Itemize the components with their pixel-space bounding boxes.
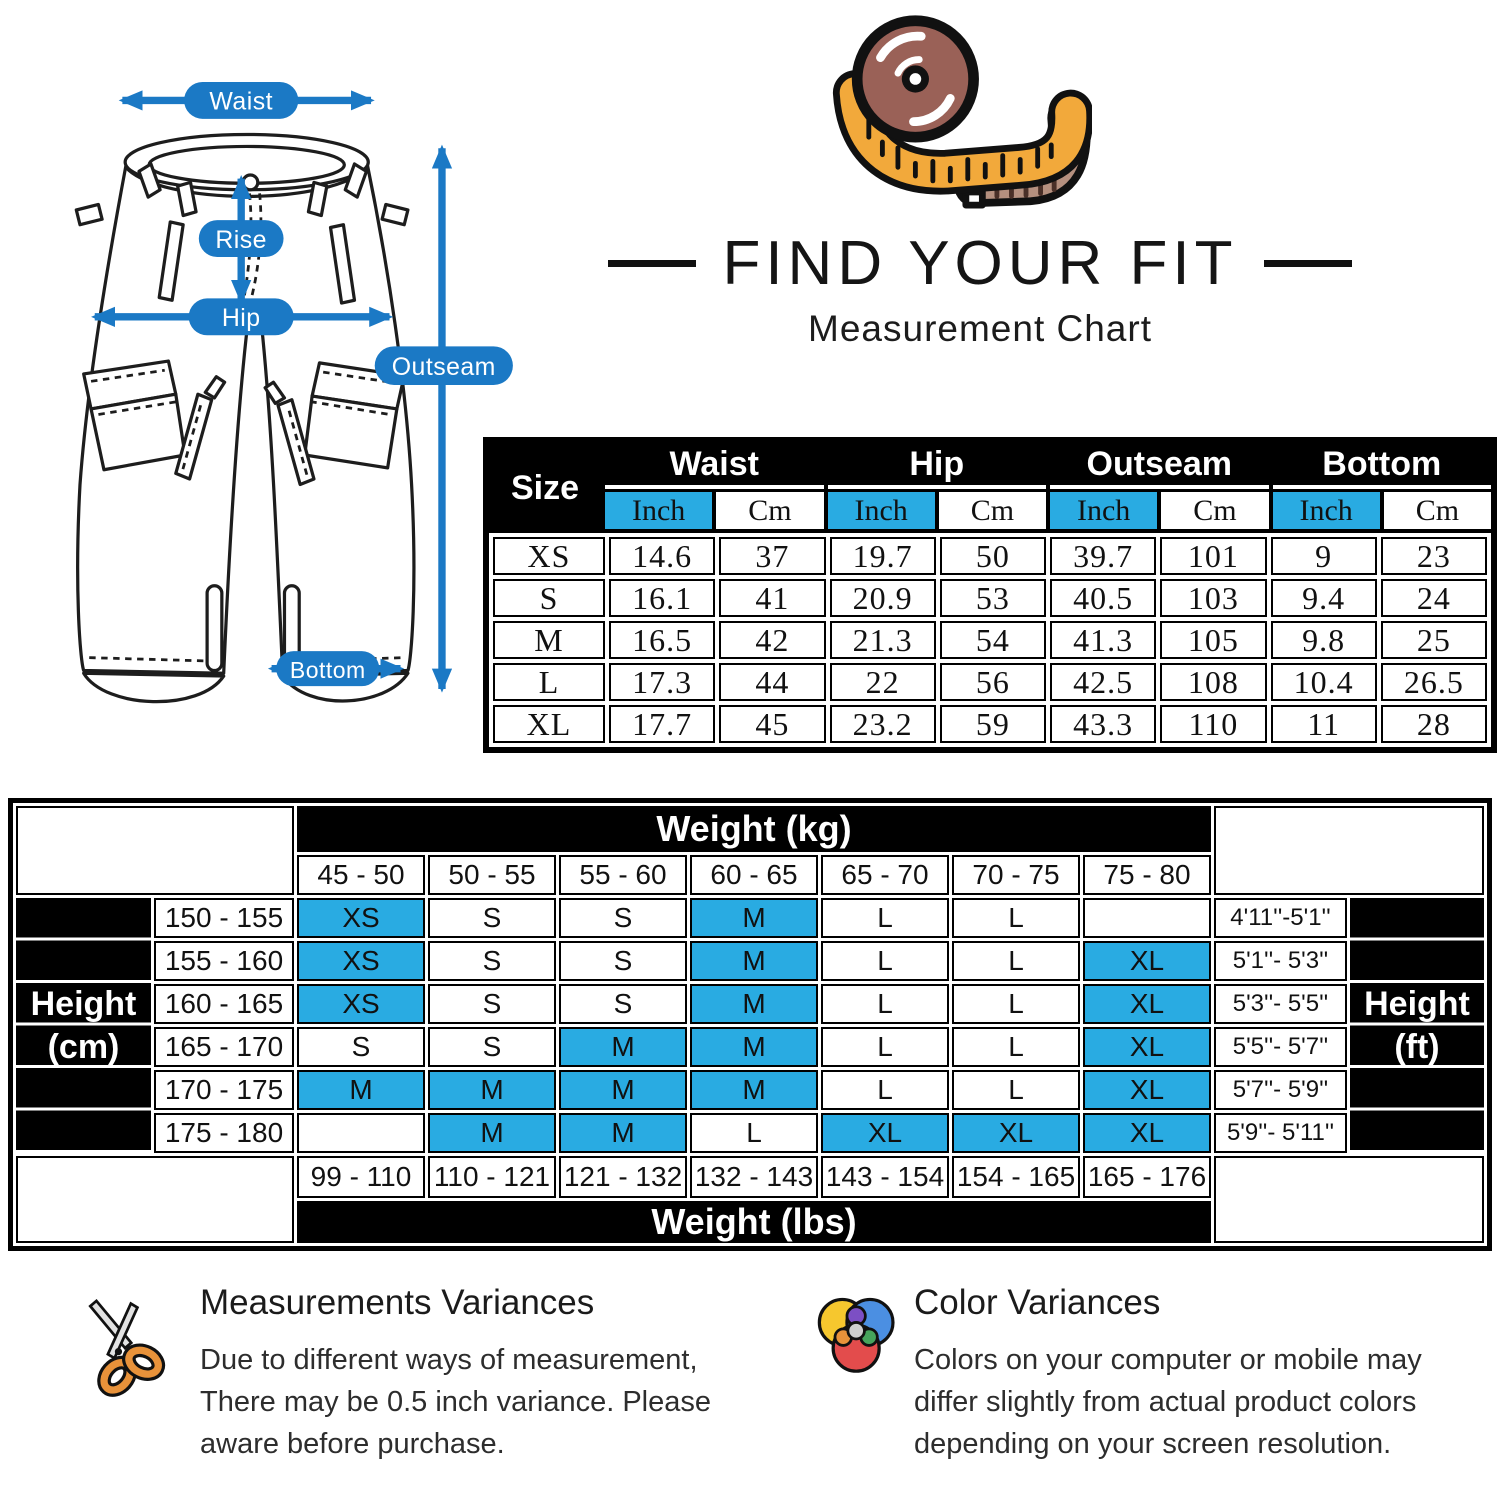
table-cell: 28 [1381, 705, 1487, 743]
weight-kg-range: 55 - 60 [559, 855, 687, 895]
table-cell: 23.2 [830, 705, 936, 743]
weight-lbs-header: Weight (lbs) [297, 1201, 1211, 1243]
height-cm-sidebar [16, 898, 151, 1153]
table-cell: 26.5 [1381, 663, 1487, 701]
group-header-outseam: Outseam [1050, 443, 1269, 489]
table-cell: 37 [719, 537, 825, 575]
weight-kg-range: 75 - 80 [1083, 855, 1211, 895]
table-cell: 40.5 [1050, 579, 1156, 617]
fit-cell: L [690, 1113, 818, 1153]
measurements-variances-note [70, 1283, 730, 1465]
size-row-label: XS [493, 537, 605, 575]
table-cell: 9.8 [1271, 621, 1377, 659]
rise-label: Rise [215, 225, 267, 254]
size-row-label: XL [493, 705, 605, 743]
weight-kg-range: 60 - 65 [690, 855, 818, 895]
fit-cell: XL [1083, 984, 1211, 1024]
size-measurement-table [483, 437, 1497, 753]
fit-cell: S [559, 941, 687, 981]
height-ft-range: 4'11''-5'1'' [1214, 898, 1347, 938]
height-cm-range: 165 - 170 [154, 1027, 294, 1067]
fit-cell: L [821, 941, 949, 981]
fit-cell: M [559, 1113, 687, 1153]
size-row-label: M [493, 621, 605, 659]
table-cell: 39.7 [1050, 537, 1156, 575]
fit-cell: S [559, 898, 687, 938]
weight-kg-range: 65 - 70 [821, 855, 949, 895]
unit-header-cm: Cm [1161, 492, 1268, 529]
note-line: There may be 0.5 inch variance. Please [200, 1386, 711, 1419]
weight-lbs-range: 110 - 121 [428, 1156, 556, 1198]
note-line: aware before purchase. [200, 1428, 505, 1461]
fit-cell: XL [1083, 941, 1211, 981]
page-subtitle: Measurement Chart [808, 308, 1152, 349]
pants-button [243, 175, 258, 190]
cargo-pocket-left [84, 361, 185, 470]
table-cell: 101 [1160, 537, 1266, 575]
pants-outline [76, 134, 414, 701]
weight-kg-range: 50 - 55 [428, 855, 556, 895]
table-cell: 16.5 [609, 621, 715, 659]
height-ft-label-line1: Height [1364, 985, 1470, 1023]
note-line: Colors on your computer or mobile may [914, 1344, 1422, 1376]
unit-header-inch: Inch [605, 492, 712, 529]
title-row [520, 228, 1440, 299]
fit-cell: L [952, 1070, 1080, 1110]
weight-lbs-range: 121 - 132 [559, 1156, 687, 1198]
unit-header-cm: Cm [1384, 492, 1491, 529]
table-cell: 17.3 [609, 663, 715, 701]
height-ft-range: 5'5''- 5'7'' [1214, 1027, 1347, 1067]
size-table-body [489, 533, 1491, 747]
title-dash-left [608, 260, 696, 267]
fit-cell: L [821, 984, 949, 1024]
table-cell: 105 [1160, 621, 1266, 659]
table-cell: 25 [1381, 621, 1487, 659]
height-cm-range: 175 - 180 [154, 1113, 294, 1153]
table-cell: 110 [1160, 705, 1266, 743]
size-corner-header: Size [510, 468, 580, 507]
fit-cell [297, 1113, 425, 1153]
height-ft-range: 5'3''- 5'5'' [1214, 984, 1347, 1024]
fit-cell: L [952, 984, 1080, 1024]
matrix-corner-bottom-right [1214, 1156, 1484, 1243]
weight-lbs-range: 143 - 154 [821, 1156, 949, 1198]
fit-cell: L [821, 898, 949, 938]
table-cell: 16.1 [609, 579, 715, 617]
size-table-header [489, 443, 1491, 533]
table-cell: 59 [940, 705, 1046, 743]
fit-cell: XL [1083, 1027, 1211, 1067]
table-cell: 9.4 [1271, 579, 1377, 617]
fit-cell [1083, 898, 1211, 938]
table-cell: 54 [940, 621, 1046, 659]
table-cell: 43.3 [1050, 705, 1156, 743]
table-cell: 42 [719, 621, 825, 659]
weight-kg-range: 70 - 75 [952, 855, 1080, 895]
fit-cell: S [428, 941, 556, 981]
table-cell: 108 [1160, 663, 1266, 701]
fit-cell: S [428, 898, 556, 938]
page-title: FIND YOUR FIT [722, 229, 1238, 298]
color-variances-heading: Color Variances [914, 1283, 1161, 1322]
table-cell: 45 [719, 705, 825, 743]
height-ft-range: 5'1''- 5'3'' [1214, 941, 1347, 981]
height-cm-label-line2: (cm) [47, 1027, 120, 1066]
fit-cell: M [690, 1027, 818, 1067]
table-cell: 10.4 [1271, 663, 1377, 701]
table-cell: 42.5 [1050, 663, 1156, 701]
table-cell: 44 [719, 663, 825, 701]
fit-cell: M [690, 984, 818, 1024]
height-cm-range: 150 - 155 [154, 898, 294, 938]
size-row-label: L [493, 663, 605, 701]
outseam-label: Outseam [391, 352, 496, 381]
waist-label: Waist [209, 87, 273, 116]
fit-cell: M [559, 1070, 687, 1110]
table-cell: 53 [940, 579, 1046, 617]
height-cm-label-line1: Height [30, 985, 137, 1023]
height-ft-range: 5'9''- 5'11'' [1214, 1113, 1347, 1153]
fit-cell: XL [1083, 1070, 1211, 1110]
table-cell: 14.6 [609, 537, 715, 575]
fit-cell: XL [1083, 1113, 1211, 1153]
matrix-corner-top-right [1214, 806, 1484, 895]
weight-kg-range: 45 - 50 [297, 855, 425, 895]
fit-cell: L [952, 898, 1080, 938]
weight-lbs-range: 132 - 143 [690, 1156, 818, 1198]
fit-cell: S [428, 984, 556, 1024]
height-ft-range: 5'7''- 5'9'' [1214, 1070, 1347, 1110]
fit-cell: M [428, 1070, 556, 1110]
fit-cell: M [428, 1113, 556, 1153]
measurements-variances-heading: Measurements Variances [200, 1283, 595, 1322]
table-cell: 23 [1381, 537, 1487, 575]
group-header-bottom: Bottom [1273, 443, 1492, 489]
fit-cell: S [297, 1027, 425, 1067]
table-cell: 9 [1271, 537, 1377, 575]
table-cell: 20.9 [830, 579, 936, 617]
table-cell: 41.3 [1050, 621, 1156, 659]
unit-header-cm: Cm [716, 492, 823, 529]
color-circles-icon [812, 1293, 904, 1385]
table-cell: 41 [719, 579, 825, 617]
table-cell: 56 [940, 663, 1046, 701]
table-cell: 50 [940, 537, 1046, 575]
height-weight-fit-matrix [8, 798, 1492, 1251]
fit-cell: XS [297, 984, 425, 1024]
matrix-corner-bottom-left [16, 1156, 294, 1243]
unit-header-inch: Inch [828, 492, 935, 529]
color-variances-note [812, 1283, 1432, 1465]
hip-label: Hip [221, 304, 261, 333]
matrix-corner-top-left [16, 806, 294, 895]
weight-lbs-range: 99 - 110 [297, 1156, 425, 1198]
table-cell: 17.7 [609, 705, 715, 743]
fit-cell: M [690, 898, 818, 938]
fit-cell: XL [952, 1113, 1080, 1153]
weight-lbs-range: 165 - 176 [1083, 1156, 1211, 1198]
fit-cell: M [690, 1070, 818, 1110]
group-header-hip: Hip [828, 443, 1047, 489]
fit-cell: M [559, 1027, 687, 1067]
fit-cell: S [559, 984, 687, 1024]
fit-cell: M [297, 1070, 425, 1110]
weight-lbs-range: 154 - 165 [952, 1156, 1080, 1198]
measuring-tape-icon [830, 8, 1092, 214]
height-ft-sidebar [1350, 898, 1484, 1153]
table-cell: 22 [830, 663, 936, 701]
note-line: depending on your screen resolution. [914, 1428, 1392, 1461]
table-cell: 24 [1381, 579, 1487, 617]
fit-cell: S [428, 1027, 556, 1067]
title-dash-right [1264, 260, 1352, 267]
table-cell: 21.3 [830, 621, 936, 659]
fit-cell: XL [821, 1113, 949, 1153]
scissors-icon [70, 1293, 170, 1401]
pants-measurement-diagram [30, 70, 550, 770]
note-line: differ slightly from actual product colors [914, 1386, 1417, 1419]
table-cell: 19.7 [830, 537, 936, 575]
weight-kg-header: Weight (kg) [297, 806, 1211, 852]
fit-cell: M [690, 941, 818, 981]
size-row-label: S [493, 579, 605, 617]
height-cm-range: 170 - 175 [154, 1070, 294, 1110]
height-cm-range: 155 - 160 [154, 941, 294, 981]
bottom-label: Bottom [289, 656, 366, 683]
fit-cell: L [952, 1027, 1080, 1067]
unit-header-inch: Inch [1273, 492, 1380, 529]
note-line: Due to different ways of measurement, [200, 1344, 698, 1376]
fit-cell: L [952, 941, 1080, 981]
height-cm-range: 160 - 165 [154, 984, 294, 1024]
table-cell: 11 [1271, 705, 1377, 743]
height-ft-label-line2: (ft) [1394, 1027, 1440, 1066]
unit-header-inch: Inch [1050, 492, 1157, 529]
unit-header-cm: Cm [939, 492, 1046, 529]
fit-cell: XS [297, 941, 425, 981]
fit-cell: L [821, 1070, 949, 1110]
group-header-waist: Waist [605, 443, 824, 489]
fit-cell: XS [297, 898, 425, 938]
fit-cell: L [821, 1027, 949, 1067]
table-cell: 103 [1160, 579, 1266, 617]
